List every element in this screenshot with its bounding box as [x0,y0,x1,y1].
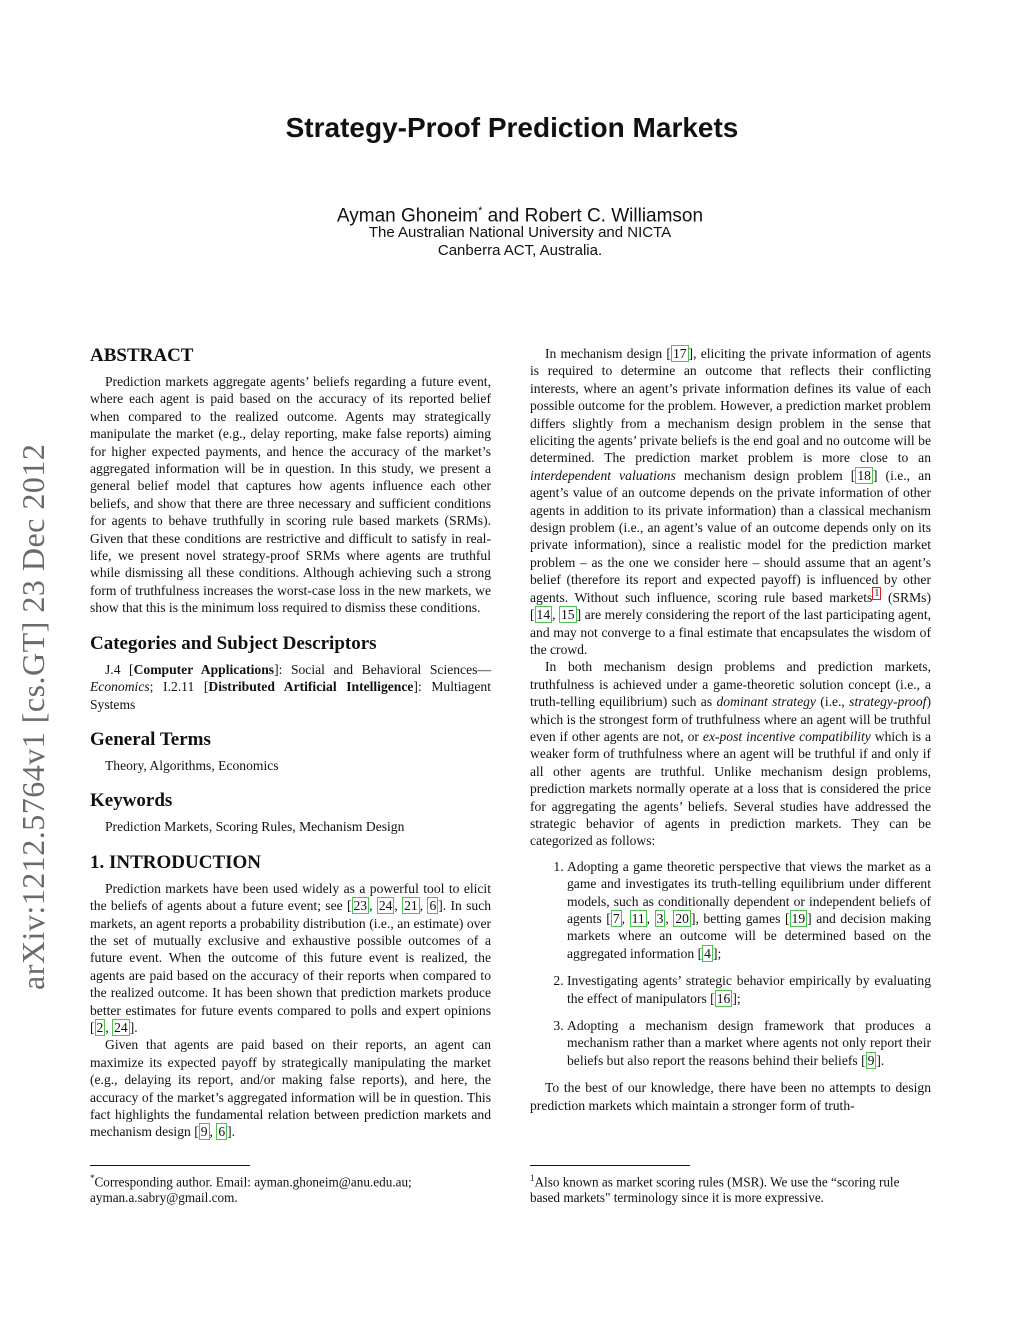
citation-link[interactable]: 24 [114,1019,128,1035]
citation-link[interactable]: 11 [631,911,645,926]
citation-link[interactable]: 15 [561,607,575,623]
citation-link[interactable]: 20 [675,911,689,926]
citation-link[interactable]: 18 [857,467,871,483]
keywords-text: Prediction Markets, Scoring Rules, Mechanism Design [105,819,405,835]
intro-paragraph-2: Given that agents are paid based on their reports, an agent can maximize its expected payoff by strategically manipulating the market (e.g., delaying its report, and/or making false reports), and here, the accuracy of the market’s aggregated information will be in question. This fact highlights the fundamental relation between prediction markets and mechanism design [ 9 , 6 ]. [90,1037,491,1140]
citation-link[interactable]: 24 [378,898,393,914]
footnote-corresponding: *Corresponding author. Email: ayman.ghoneim@anu.edu.au; ayman.a.sabry@gmail.com. [90,1165,491,1206]
citation-link[interactable]: 6 [218,1124,226,1140]
footnote-rule [530,1165,690,1166]
left-column [90,345,491,1141]
citation-link[interactable]: 3 [656,911,664,926]
right-paragraph-2: In both mechanism design problems and prediction markets, truthfulness is achieved under a game-theoretic solution concept (i.e., a truth-telling equilibrium) such as dominant strategy (i.e., strategy-proof) which is the strongest form of truthfulness where an agent will be truthful even if other agents are not, or ex-post incentive compatibility which is a weaker form of truthfulness where an agent will be truthful if and only if all other agents are truthful. Unlike mechanism design problems, prediction markets normally operate at a loss that is considered the price for aggregating the agents’ beliefs. Several studies have addressed the strategic behavior of agents in prediction markets. They can be categorized as follows: [530,659,931,849]
footnote-rule [90,1165,250,1166]
citation-link[interactable]: 4 [704,945,711,961]
abstract-heading: ABSTRACT [90,345,194,366]
list-item: 2. Investigating agents’ strategic behavior empirically by evaluating the effect of manipulators [ 16 ]; [567,972,931,1007]
citation-link[interactable]: 6 [429,898,437,914]
author-williamson: and Robert C. Williamson [482,205,704,227]
footnote-1: $^1$Also known as market scoring rules (MSR). We use the “scoring rule based markets" terminology since it is more expressive. [530,1165,931,1206]
citation-link[interactable]: 9 [867,1052,875,1068]
citation-link[interactable]: 16 [716,990,731,1006]
right-column [530,345,931,1114]
citation-link[interactable]: 7 [612,911,620,926]
right-paragraph-1: In mechanism design [ 17 ], eliciting the private information of agents is required to determine an outcome that reflects their conflicting interests, where an agent’s private information defines its value of each possible outcome for the problem. However, a prediction market problem differs slightly from a mechanism design problem in the sense that eliciting the agents’ private beliefs is the end goal and no outcome will be determined. The prediction market problem is more close to an interdependent valuations mechanism design problem [ 18 ] (i.e., an agent’s value of an outcome depends on the private information of other agents in addition to its private information) than a classical mechanism design problem (i.e., an agent’s value of an outcome depends only on its private information), since a realistic model for the prediction market problem – as the one we consider here – should assume that an agent’s belief (therefore its report and expected payoff) is influenced by other agents. Without such influence, scoring rule based markets $^1$ (SRMs) [ 14 , 15 ] are merely considering the report of the last participating agent, and may not converge to a final estimate that encapsulates the wisdom of the crowd. [530,346,931,657]
affiliation-location: Canberra ACT, Australia. [437,242,603,259]
categories-text: J.4 [Computer Applications]: Social and Behavioral Sciences—Economics; I.2.11 [Distributed Artificial Intelligence]: Multiagent Systems [90,661,492,712]
list-item: 1. Adopting a game theoretic perspective that views the market as a game and investigates its truth-telling equilibrium under different models, such as conditionally dependent or independent beliefs of agents [ 7 , 11 , 3 , 20 ], betting games [ 19 ] and decision making markets where an outcome will be determined based on the aggregated information [ 4 ]; [567,858,931,962]
citation-link[interactable]: 23 [353,898,368,914]
citation-link[interactable]: 17 [672,346,687,361]
corresponding-author-mark: * [478,205,483,217]
affiliation-university: The Australian National University and NICTA [368,224,672,241]
categories-list [530,858,931,1069]
keywords-heading: Keywords [90,790,173,812]
citation-link[interactable]: 2 [96,1019,104,1035]
intro-paragraph-1: Prediction markets have been used widely as a powerful tool to elicit the beliefs of agents about a future event; see [ 23 , 24 , 21 , 6 ]. In such markets, an agent reports a probability distribution (i.e., an estimate) over the set of mutually exclusive and exhaustive possible outcomes of a future event. When the outcome of this future event is realized, the agents are paid based on the accuracy of their reports when compared to the realized outcome. It has been shown that prediction markets produce better estimates for future events compared to polls and expert opinions [ 2 , 24 ]. [90,880,492,1035]
general-terms-heading: General Terms [90,728,211,750]
categories-heading: Categories and Subject Descriptors [90,632,377,654]
right-paragraph-3: To the best of our knowledge, there have been no attempts to design prediction markets which maintain a stronger form of truth- [530,1080,931,1113]
author-ghoneim: Ayman Ghoneim [336,205,479,227]
citation-link[interactable]: 19 [791,911,806,926]
footnote-link[interactable]: 1 [874,588,880,600]
introduction-heading: 1. INTRODUCTION [90,851,262,873]
citation-link[interactable]: 9 [200,1124,208,1140]
paper-title: Strategy-Proof Prediction Markets [285,112,739,143]
citation-link[interactable]: 21 [404,898,418,914]
general-terms-text: Theory, Algorithms, Economics [105,757,279,773]
list-item: 3. Adopting a mechanism design framework that produces a mechanism rather than a market where agents not only report their beliefs but also report the reasons behind their beliefs [ 9 ]. [567,1017,931,1069]
abstract-text: Prediction markets aggregate agents’ beliefs regarding a future event, where each agent is paid based on the accuracy of its reported belief when compared to the realized outcome. Agents may strategically manipulate the market (e.g., delay reporting, make false reports) aiming for higher expected payments, and hence the accuracy of the market’s aggregated information will be in question. In this study, we present a general belief model that captures how agents influence each other beliefs, and show that there are three necessary and sufficient conditions for agents to behave truthfully in scoring rule based markets (SRMs). Given that these conditions are restrictive and difficult to satisfy in real-life, we present novel strategy-proof SRMs where agents are truthful while dismissing all these conditions. Although achieving such a strong form of truthfulness increases the worst-case loss in the new markets, we show that this is the minimum loss required to dismiss these conditions. [90,374,491,616]
citation-link[interactable]: 14 [536,607,551,623]
arxiv-stamp: arXiv:1212.5764v1 [cs.GT] 23 Dec 2012 [15,443,51,990]
